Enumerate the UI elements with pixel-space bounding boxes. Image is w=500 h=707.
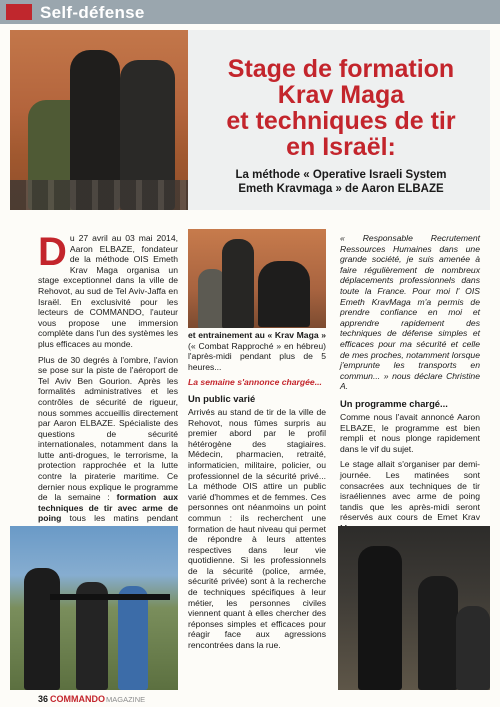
intro-text: u 27 avril au 03 mai 2014, Aaron ELBAZE, fondateur de la méthode OIS Emeth Krav Maga organisa un stage exceptionnel dans la ville de Rehovot, au sud de Tel Aviv-Jaffa en Israël. En exclusivité pour les lecteurs de COMMANDO, l'auteur vous propose une immersion complète dans l'un des systèmes les plus efficaces au monde.	[38, 233, 178, 349]
body-paragraph: Arrivés au stand de tir de la ville de Rehovot, nous fûmes surpris au premier abord par le profil hétérogène des stagiaires. Médecin, pharmacien, retraité, informaticien, militaire, policier, ou professionnel de la sécurité privé... La méthode OIS attire un public varié d'hommes et de femmes. Ces personnes ont néanmoins un point commun : ils recherchent une formation de haut niveau qui permet de répondre à leurs attentes respectives dans leur vie quotidienne. Si les professionnels de la sécurité (police, armée, sécurité privée) sont à la recherche de techniques spécifiques à leur métier, les personnes civiles viennent quant à elles chercher des réponses simples et efficaces pour réagir face aux agressions rencontrées dans la rue.	[188, 406, 326, 651]
training-figure	[258, 261, 310, 327]
quote-paragraph	[340, 233, 480, 392]
section-heading: Un programme chargé...	[340, 398, 448, 409]
section-band	[0, 0, 500, 24]
section-accent	[6, 4, 32, 20]
hero-tires	[10, 180, 188, 210]
magazine-name: COMMANDO	[50, 694, 106, 704]
body-paragraph	[38, 355, 178, 535]
body-paragraph: Le stage allait s'organiser par demi-journée. Les matinées sont consacrées aux techniques de tir israéliennes avec arme de poing tandis que les après-midi seront réservés aux cours de Emet Krav	[340, 459, 480, 523]
training-figure	[222, 239, 254, 328]
tagline: La semaine s'annonce chargée...	[188, 377, 322, 388]
pistol-line	[50, 594, 170, 600]
headline-line: Krav Maga	[277, 81, 405, 109]
text-column-2	[188, 330, 326, 656]
text-column-1	[38, 230, 178, 540]
body-text: tous les matins pendant	[69, 513, 178, 524]
headline-line: et techniques de tir	[226, 107, 456, 135]
shooting-range-photo	[10, 526, 178, 690]
training-figure	[418, 576, 458, 690]
hero-photo	[10, 30, 188, 210]
shooter-figure	[24, 568, 60, 690]
dropcap: D	[38, 230, 67, 274]
subhead-line: La méthode « Operative Israeli System	[235, 169, 447, 181]
headline-line: en Israël:	[286, 133, 396, 161]
training-figure	[358, 546, 402, 690]
article-headline	[196, 56, 486, 160]
body-text: (« Combat Rapproché » en hébreu) l'après-midi pendant plus de 5 heures...	[188, 340, 326, 372]
body-paragraph: Comme nous l'avait annoncé Aaron ELBAZE, le programme est bien rempli et nous plonge rapidement dans le vif du sujet.	[340, 412, 480, 454]
text-column-3-quote	[340, 233, 480, 397]
body-text: Plus de 30 degrés à l'ombre, l'avion se pose sur la piste de l'aéroport de Tel Aviv Ben Gourion. Après les formalités administratives et les contrôles de sécurité de rigueur, nous sommes accueillis directement par Aaron ELBAZE. Spécialiste des questions de sécurité internationales, notamment dans la lutte anti-drogues, le terrorisme, la protection rapprochée et la lutte contre la piraterie maritime. Ce dernier nous explique le programme de la semaine :	[38, 354, 178, 503]
intro-paragraph	[38, 230, 178, 350]
body-bold-text: formation aux techniques de tir avec arme de poing	[38, 492, 178, 524]
section-label: Self-défense	[40, 3, 145, 22]
section-heading: Un public varié	[188, 392, 256, 404]
training-photo	[188, 229, 326, 328]
training-figure	[456, 606, 490, 690]
headline-line: Stage de formation	[227, 55, 455, 83]
page-number: 36	[38, 694, 49, 704]
shooter-figure	[118, 586, 148, 690]
body-bold-text: et entrainement au « Krav Maga »	[188, 330, 326, 340]
night-training-photo	[338, 526, 490, 690]
magazine-suffix: MAGAZINE	[106, 695, 146, 704]
subhead-line: Emeth Kravmaga » de Aaron ELBAZE	[238, 183, 444, 195]
quote-text: « Responsable Recrutement Ressources Humaines dans une grande société, je suis amenée à faire régulièrement de nombreux déplacements professionnels dans toute la France. Pour moi l' OIS Emeth KravMaga m'a permis de prendre confiance en moi et apprendre rapidement des techniques de défense simples et efficaces pour ma sécurité et celle de mes proches, notamment lorsque j'emprunte les transports en commun... »	[340, 233, 480, 381]
body-paragraph	[188, 330, 326, 372]
text-column-3	[340, 398, 480, 539]
article-subhead	[196, 168, 486, 196]
page-footer	[38, 694, 145, 706]
quote-attribution: nous déclare Christine A.	[340, 370, 480, 392]
